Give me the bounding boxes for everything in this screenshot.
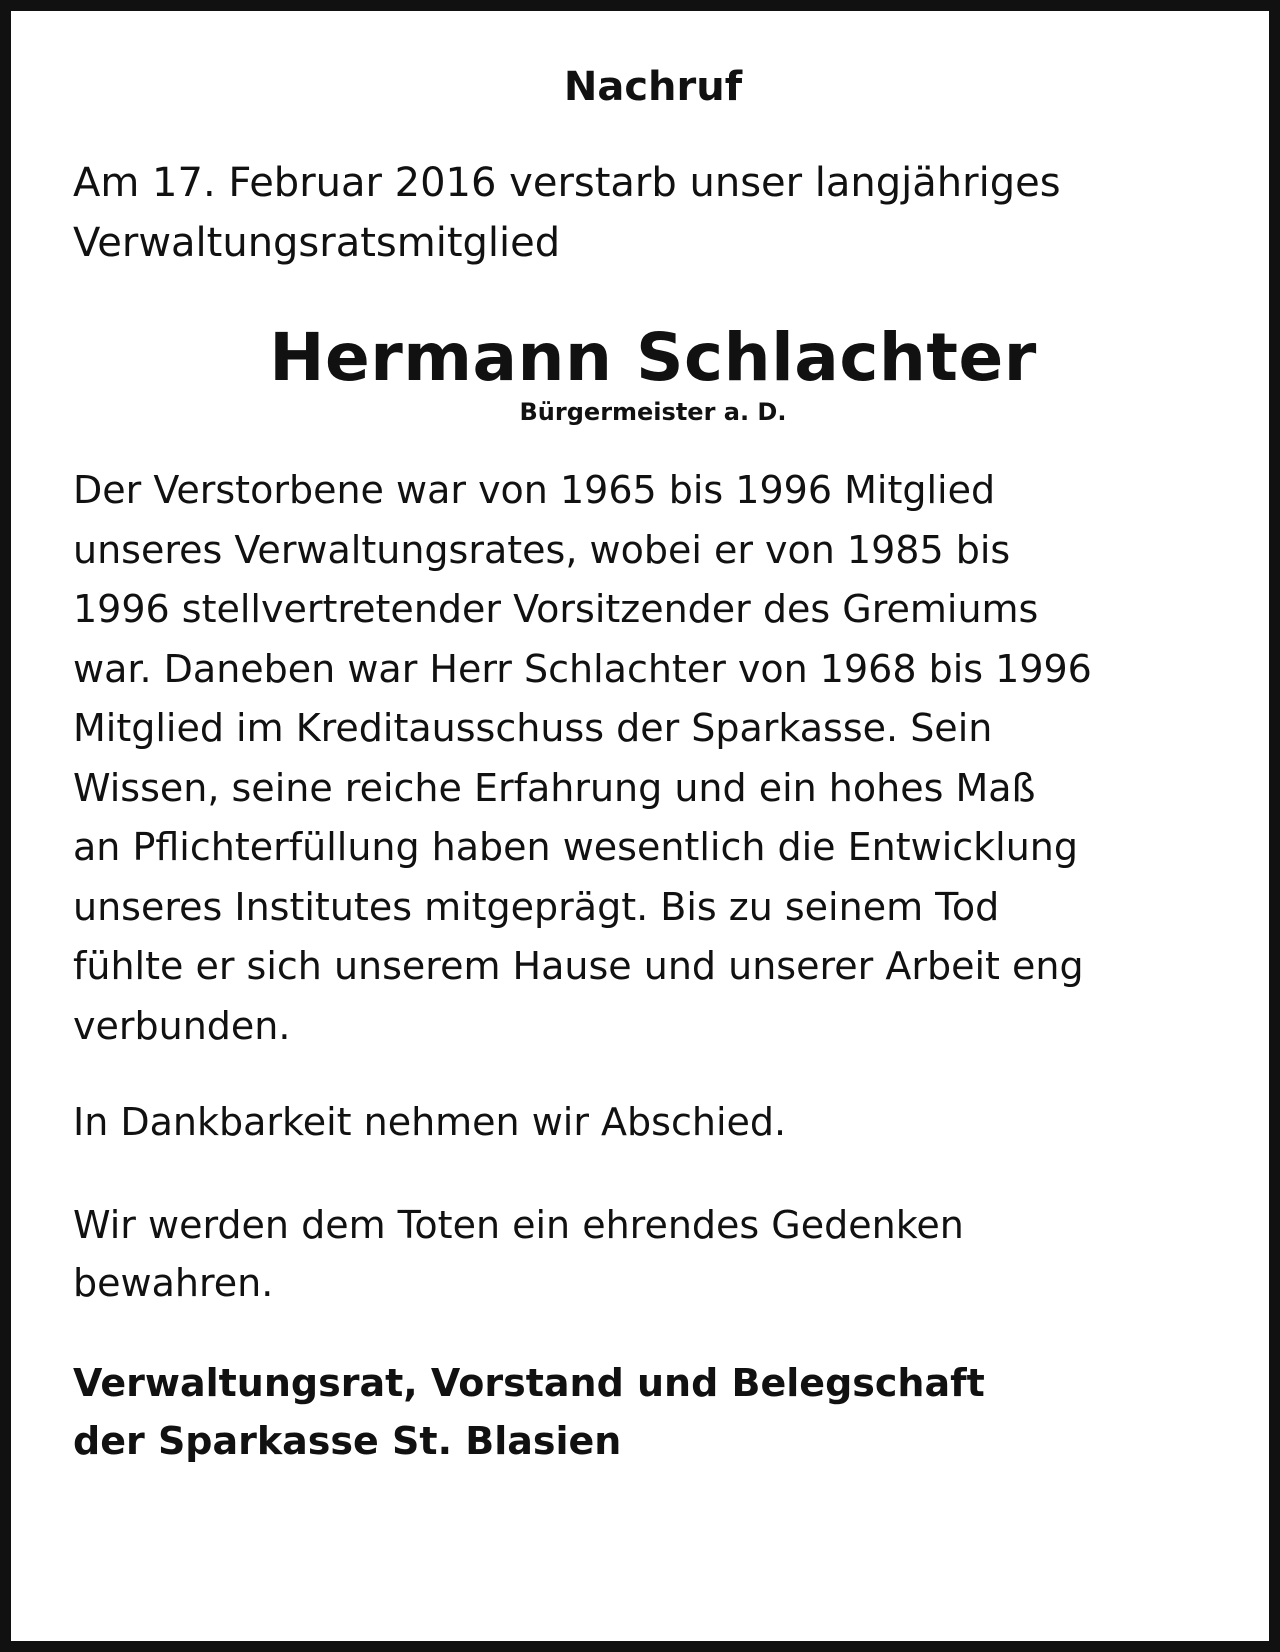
signature-block [73, 1354, 1233, 1470]
thanks-paragraph: In Dankbarkeit nehmen wir Abschied. [73, 1100, 787, 1144]
body-line: unseres Institutes mitgeprägt. Bis zu seinem Tod [73, 884, 1000, 929]
signature-line: Verwaltungsrat, Vorstand und Belegschaft [73, 1361, 985, 1405]
signature-line: der Sparkasse St. Blasien [73, 1419, 622, 1463]
intro-line: Verwaltungsratsmitglied [73, 220, 561, 266]
body-line: fühlte er sich unserem Hause und unserer Arbeit eng [73, 944, 1084, 988]
body-line: verbunden. [73, 1003, 291, 1048]
body-line: Der Verstorbene war von 1965 bis 1996 Mitglied [73, 468, 996, 512]
body-line: an Pflichterfüllung haben wesentlich die Entwicklung [73, 825, 1079, 869]
body-paragraph [73, 461, 1233, 1056]
obituary-content [73, 61, 1233, 1470]
remember-line: Wir werden dem Toten ein ehrendes Gedenken [73, 1203, 964, 1247]
body-line: 1996 stellvertretender Vorsitzender des Gremiums [73, 587, 1039, 631]
body-line: Wissen, seine reiche Erfahrung und ein hohes Maß [73, 765, 1036, 810]
body-line: war. Daneben war Herr Schlachter von 1968 bis 1996 [73, 646, 1092, 691]
body-line: Mitglied im Kreditausschuss der Sparkasse. Sein [73, 706, 993, 750]
body-line: unseres Verwaltungsrates, wobei er von 1985 bis [73, 527, 1011, 572]
remember-line: bewahren. [73, 1261, 274, 1305]
intro-paragraph [73, 153, 1233, 273]
deceased-title: Bürgermeister a. D. [519, 398, 787, 426]
remember-paragraph [73, 1196, 1233, 1312]
intro-line: Am 17. Februar 2016 verstarb unser langjähriges [73, 160, 1061, 206]
obituary-heading: Nachruf [563, 64, 743, 110]
deceased-name: Hermann Schlachter [269, 319, 1037, 396]
